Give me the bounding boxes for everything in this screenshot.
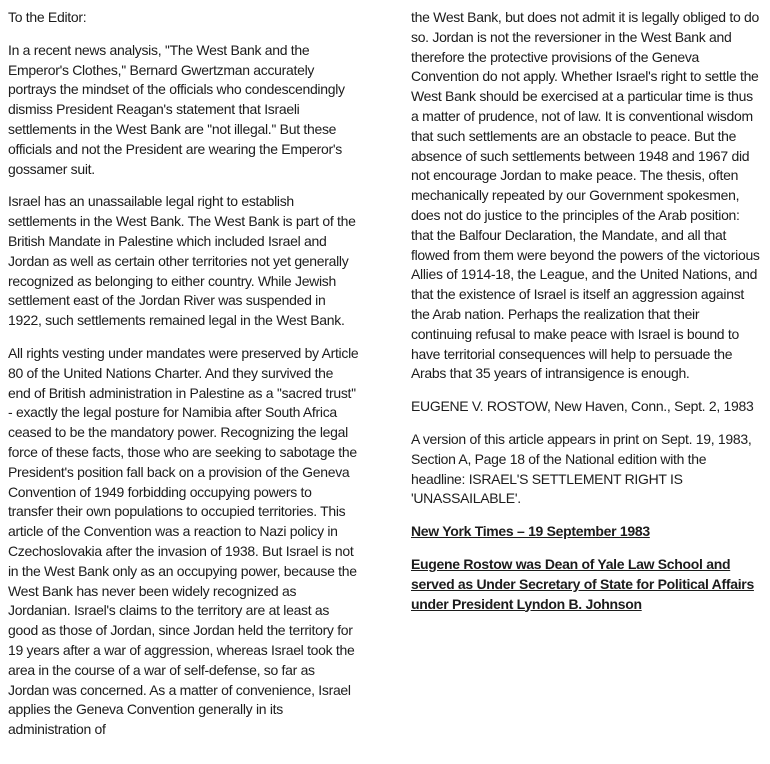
paragraph-intro: In a recent news analysis, ''The West Bank and the Emperor's Clothes,'' Bernard Gwertzman accurately portrays the mindset of the officials who condescendingly dismiss President Reagan's statement that Israeli settlements in the West Bank are ''not illegal.'' But these officials and not the President are wearing the Emperor's gossamer suit.: [8, 41, 345, 177]
author-bio-note: Eugene Rostow was Dean of Yale Law School and served as Under Secretary of State for Political Affairs under President Lyndon B. Johnson: [411, 555, 754, 612]
source-heading: New York Times – 19 September 1983: [411, 523, 650, 540]
right-column: [411, 8, 762, 764]
paragraph-legal-right: Israel has an unassailable legal right to establish settlements in the West Bank. The West Bank is part of the British Mandate in Palestine which included Israel and Jordan as well as certain other territories not yet generally recognized as belonging to either country. While Jewish settlement east of the Jordan River was suspended in 1922, such settlements remained legal in the West Bank.: [8, 193, 356, 329]
salutation: To the Editor:: [8, 9, 87, 25]
paragraph-continuation: the West Bank, but does not admit it is legally obliged to do so. Jordan is not the reversioner in the West Bank and therefore the protective provisions of the Geneva Convention do not apply. Whether Israel's right to settle the West Bank should be exercised at a particular time is thus a matter of prudence, not of law. It is conventional wisdom that such settlements are an obstacle to peace. But the absence of such settlements between 1948 and 1967 did not encourage Jordan to make peace. The thesis, often mechanically repeated by our Government spokesmen, does not do justice to the principles of the Arab position: that the Balfour Declaration, the Mandate, and all that flowed from them were beyond the powers of the victorious Allies of 1914-18, the League, and the United Nations, and that the existence of Israel is itself an aggression against the Arab nation. Perhaps the realization that their continuing refusal to make peace with Israel is bound to have territorial consequences will help to persuade the Arabs that 35 years of intransigence is enough.: [411, 9, 760, 382]
print-edition-note: A version of this article appears in print on Sept. 19, 1983, Section A, Page 18 of the National edition with the headline: ISRAEL'S SETTLEMENT RIGHT IS 'UNASSAILABLE'.: [411, 430, 752, 507]
paragraph-mandates: All rights vesting under mandates were preserved by Article 80 of the United Nations Charter. And they survived the end of British administration in Palestine as a ''sacred trust'' - exactly the legal posture for Namibia after South Africa ceased to be the mandatory power. Recognizing the legal force of these facts, those who are seeking to sabotage the President's position fall back on a provision of the Geneva Convention of 1949 forbidding occupying powers to transfer their own populations to occupied territories. This article of the Convention was a reaction to Nazi policy in Czechoslovakia after the invasion of 1938. But Israel is not in the West Bank only as an occupying power, because the West Bank has never been widely recognized as Jordanian. Israel's claims to the territory are at least as good as those of Jordan, since Jordan held the territory for 19 years after a war of aggression, whereas Israel took the area in the course of a war of self-defense, so far as Jordan was concerned. As a matter of convenience, Israel applies the Geneva Convention generally in its administration of: [8, 344, 359, 738]
left-column: [8, 8, 359, 764]
signature-line: EUGENE V. ROSTOW, New Haven, Conn., Sept. 2, 1983: [411, 398, 754, 415]
